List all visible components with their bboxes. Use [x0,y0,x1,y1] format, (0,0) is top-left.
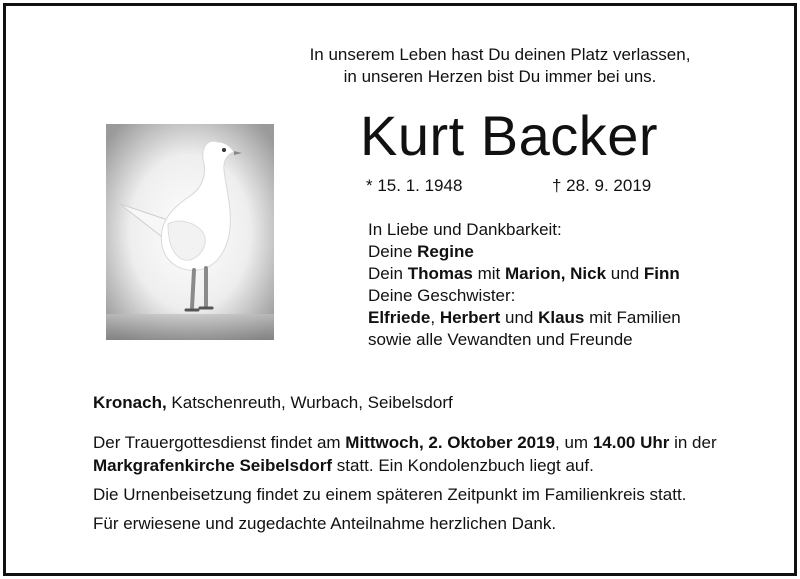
dove-icon [106,124,274,340]
connector-text: mit Familien [584,308,681,327]
birth-date: * 15. 1. 1948 [366,176,463,195]
mourners-line-children [368,263,681,285]
memorial-verse [300,44,700,88]
connector-text: mit [472,264,505,283]
connector-text: und [500,308,539,327]
deceased-name: Kurt Backer [360,104,659,167]
sibling-name: Klaus [538,308,585,327]
mourners-intro: In Liebe und Dankbarkeit: [368,220,562,239]
sibling-name: Herbert [439,308,501,327]
text-segment: statt. Ein Kondolenzbuch liegt auf. [332,456,594,475]
spouse-prefix: Deine [368,242,418,261]
mourners-others: sowie alle Vewandten und Freunde [368,330,633,349]
child-name: Thomas [407,264,473,283]
child-prefix: Dein [368,264,408,283]
thanks-paragraph: Für erwiesene und zugedachte Anteilnahme herzlichen Dank. [93,514,557,533]
service-paragraph [93,431,733,477]
text-segment: Der Trauergottesdienst findet am [93,433,346,452]
connector-text: und [606,264,644,283]
places-line [93,392,453,414]
text-segment: in der [669,433,717,452]
service-location: Markgrafenkirche Seibelsdorf [93,456,333,475]
service-info [93,431,733,535]
sibling-name: Elfriede [368,308,431,327]
grandchild-name: Finn [643,264,680,283]
family-names: Marion, Nick [504,264,607,283]
mourners-line-spouse [368,241,681,263]
death-date: † 28. 9. 2019 [552,176,652,195]
text-segment: , um [555,433,593,452]
service-time: 14.00 Uhr [592,433,670,452]
mourners-list [368,219,681,351]
verse-line-1: In unserem Leben hast Du deinen Platz verlassen, [309,45,691,64]
verse-line-2: in unseren Herzen bist Du immer bei uns. [343,67,657,86]
burial-paragraph: Die Urnenbeisetzung findet zu einem späteren Zeitpunkt im Familienkreis statt. [93,485,687,504]
dove-photo [106,124,274,340]
service-date: Mittwoch, 2. Oktober 2019 [345,433,556,452]
mourners-line-siblings [368,307,681,329]
connector-text: , [430,308,440,327]
mourners-siblings-heading: Deine Geschwister: [368,286,516,305]
main-place: Kronach, [93,393,167,412]
spouse-name: Regine [417,242,474,261]
other-places: Katschenreuth, Wurbach, Seibelsdorf [166,393,453,412]
